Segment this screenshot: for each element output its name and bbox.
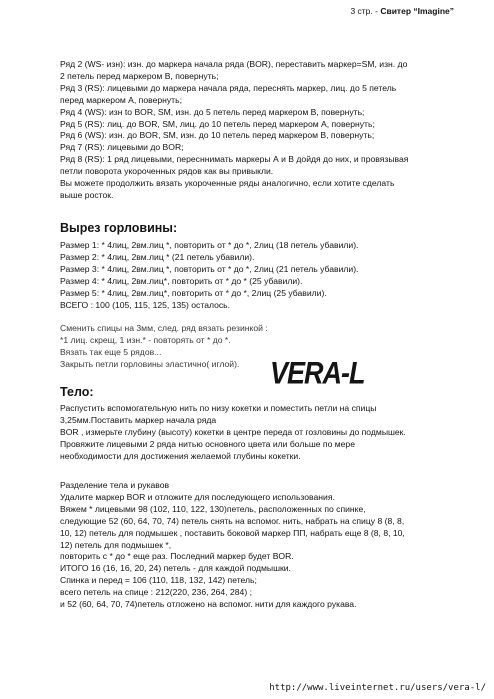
neckline-heading: Вырез горловины: (60, 221, 178, 235)
body-heading: Тело: (60, 385, 94, 399)
text-line: Ряд 2 (WS- изн): изн. до маркера начала ряда (BOR), переставить маркер=SM, изн. до (60, 59, 408, 69)
vera-l-logo: VERA-L (270, 356, 365, 391)
text-line: Ряд 4 (WS): изн to BOR, SM, изн. до 5 петель перед маркером В, повернуть; (60, 106, 365, 117)
text-line: Разделение тела и рукавов (60, 480, 170, 490)
text-line: Ряд 7 (RS): лицевыми до BOR; (60, 142, 184, 153)
neckline-instructions (60, 240, 460, 311)
text-line: и 52 (60, 64, 70, 74)петель отложено на вспомог. нити для каждого рукава. (60, 599, 357, 610)
text-line: выше росток. (60, 189, 114, 200)
text-line: Ряд 5 (RS): лиц. до BOR, SM, лиц. до 10 петель перед маркером А, повернуть; (60, 118, 375, 129)
text-line: петли поворота укороченных рядов как вы привыкли. (60, 166, 274, 177)
text-line: 2 петель перед маркером В, повернуть; (60, 70, 219, 81)
page-number: 3 стр. - (350, 6, 378, 16)
text-line: Спинка и перед = 106 (110, 118, 132, 142) петель; (60, 575, 257, 586)
text-line: Размер 3: * 4лиц, 2вм.лиц *, повторить от * до *, 2лиц (21 петель убавили). (60, 263, 359, 274)
ribbing-instructions (60, 323, 460, 371)
split-body-sleeves-instructions (60, 480, 460, 611)
text-line: Распустить вспомогательную нить по низу кокетки и поместить петли на спицы (60, 403, 377, 413)
text-line: Размер 5: * 4лиц, 2вм.лиц*, повторить от * до *, 2лиц (25 убавили). (60, 287, 327, 298)
text-line: *1 лиц. скрещ, 1 изн.* - повторять от * до *. (60, 334, 231, 345)
page-header (350, 6, 454, 16)
text-line: Сменить спицы на 3мм, след. ряд вязать резинкой : (60, 323, 268, 333)
text-line: Провяжите лицевыми 2 ряда нитью основного цвета или больше по мере (60, 438, 355, 449)
text-line: ИТОГО 16 (16, 16, 20, 24) петель - для каждой подмышки. (60, 563, 291, 574)
document-title: Свитер “Imagine” (380, 6, 454, 16)
text-line: 10, 12) петель для подмышек , поставить боковой маркер ПП, набрать еще 8 (8, 8, 10, (60, 527, 405, 538)
text-line: Ряд 6 (WS): изн. до BOR, SM, изн. до 10 петель перед маркером В, повернуть; (60, 130, 375, 141)
text-line: повторить с * до * еще раз. Последний маркер будет BOR. (60, 551, 294, 562)
body-instructions (60, 403, 460, 463)
text-line: ВСЕГО : 100 (105, 115, 125, 135) осталось. (60, 299, 231, 310)
text-line: Закрыть петли горловины эластично( иглой). (60, 358, 240, 369)
text-line: Удалите маркер BOR и отложите для последующего использования. (60, 491, 335, 502)
text-line: Вы можете продолжить вязать укороченные ряды аналогично, если хотите сделать (60, 178, 395, 189)
text-line: Размер 2: * 4лиц, 2вм.лиц * (21 петель убавили). (60, 251, 255, 262)
text-line: Вязать так еще 5 рядов... (60, 346, 162, 357)
text-line: Ряд 8 (RS): 1 ряд лицевыми, пересннимать маркеры А и В дойдя до них, и провязывая (60, 154, 409, 165)
text-line: 3,25мм.Поставить маркер начала ряда (60, 414, 217, 425)
source-url: http://www.liveinternet.ru/users/vera-l/ (269, 683, 486, 693)
text-line: необходимости для достижения желаемой глубины кокетки. (60, 450, 301, 461)
text-line: BOR , измерьте глубину (высоту) кокетки в центре переда от гозловины до подмышек. (60, 426, 406, 437)
text-line: 12) петель для подмышек *, (60, 539, 172, 550)
short-rows-instructions (60, 59, 460, 202)
text-line: Ряд 3 (RS): лицевыми до маркера начала ряда, переснять маркер, лиц. до 5 петель (60, 82, 397, 93)
text-line: Размер 1: * 4лиц, 2вм.лиц *, повторить от * до *, 2лиц (18 петель убавили). (60, 240, 359, 250)
text-line: перед маркером А, повернуть; (60, 94, 182, 105)
text-line: Вяжем * лицевыми 98 (102, 110, 122, 130)петель, расположенных по спинке, (60, 503, 366, 514)
text-line: Размер 4: * 4лиц, 2вм.лиц*, повторить от * до * (25 убавили). (60, 275, 303, 286)
text-line: следующие 52 (60, 64, 70, 74) петель снять на вспомог. нить, набрать на спицу 8 (8, 8, (60, 515, 405, 526)
text-line: всего петель на спице : 212(220, 236, 264, 284) ; (60, 587, 252, 598)
